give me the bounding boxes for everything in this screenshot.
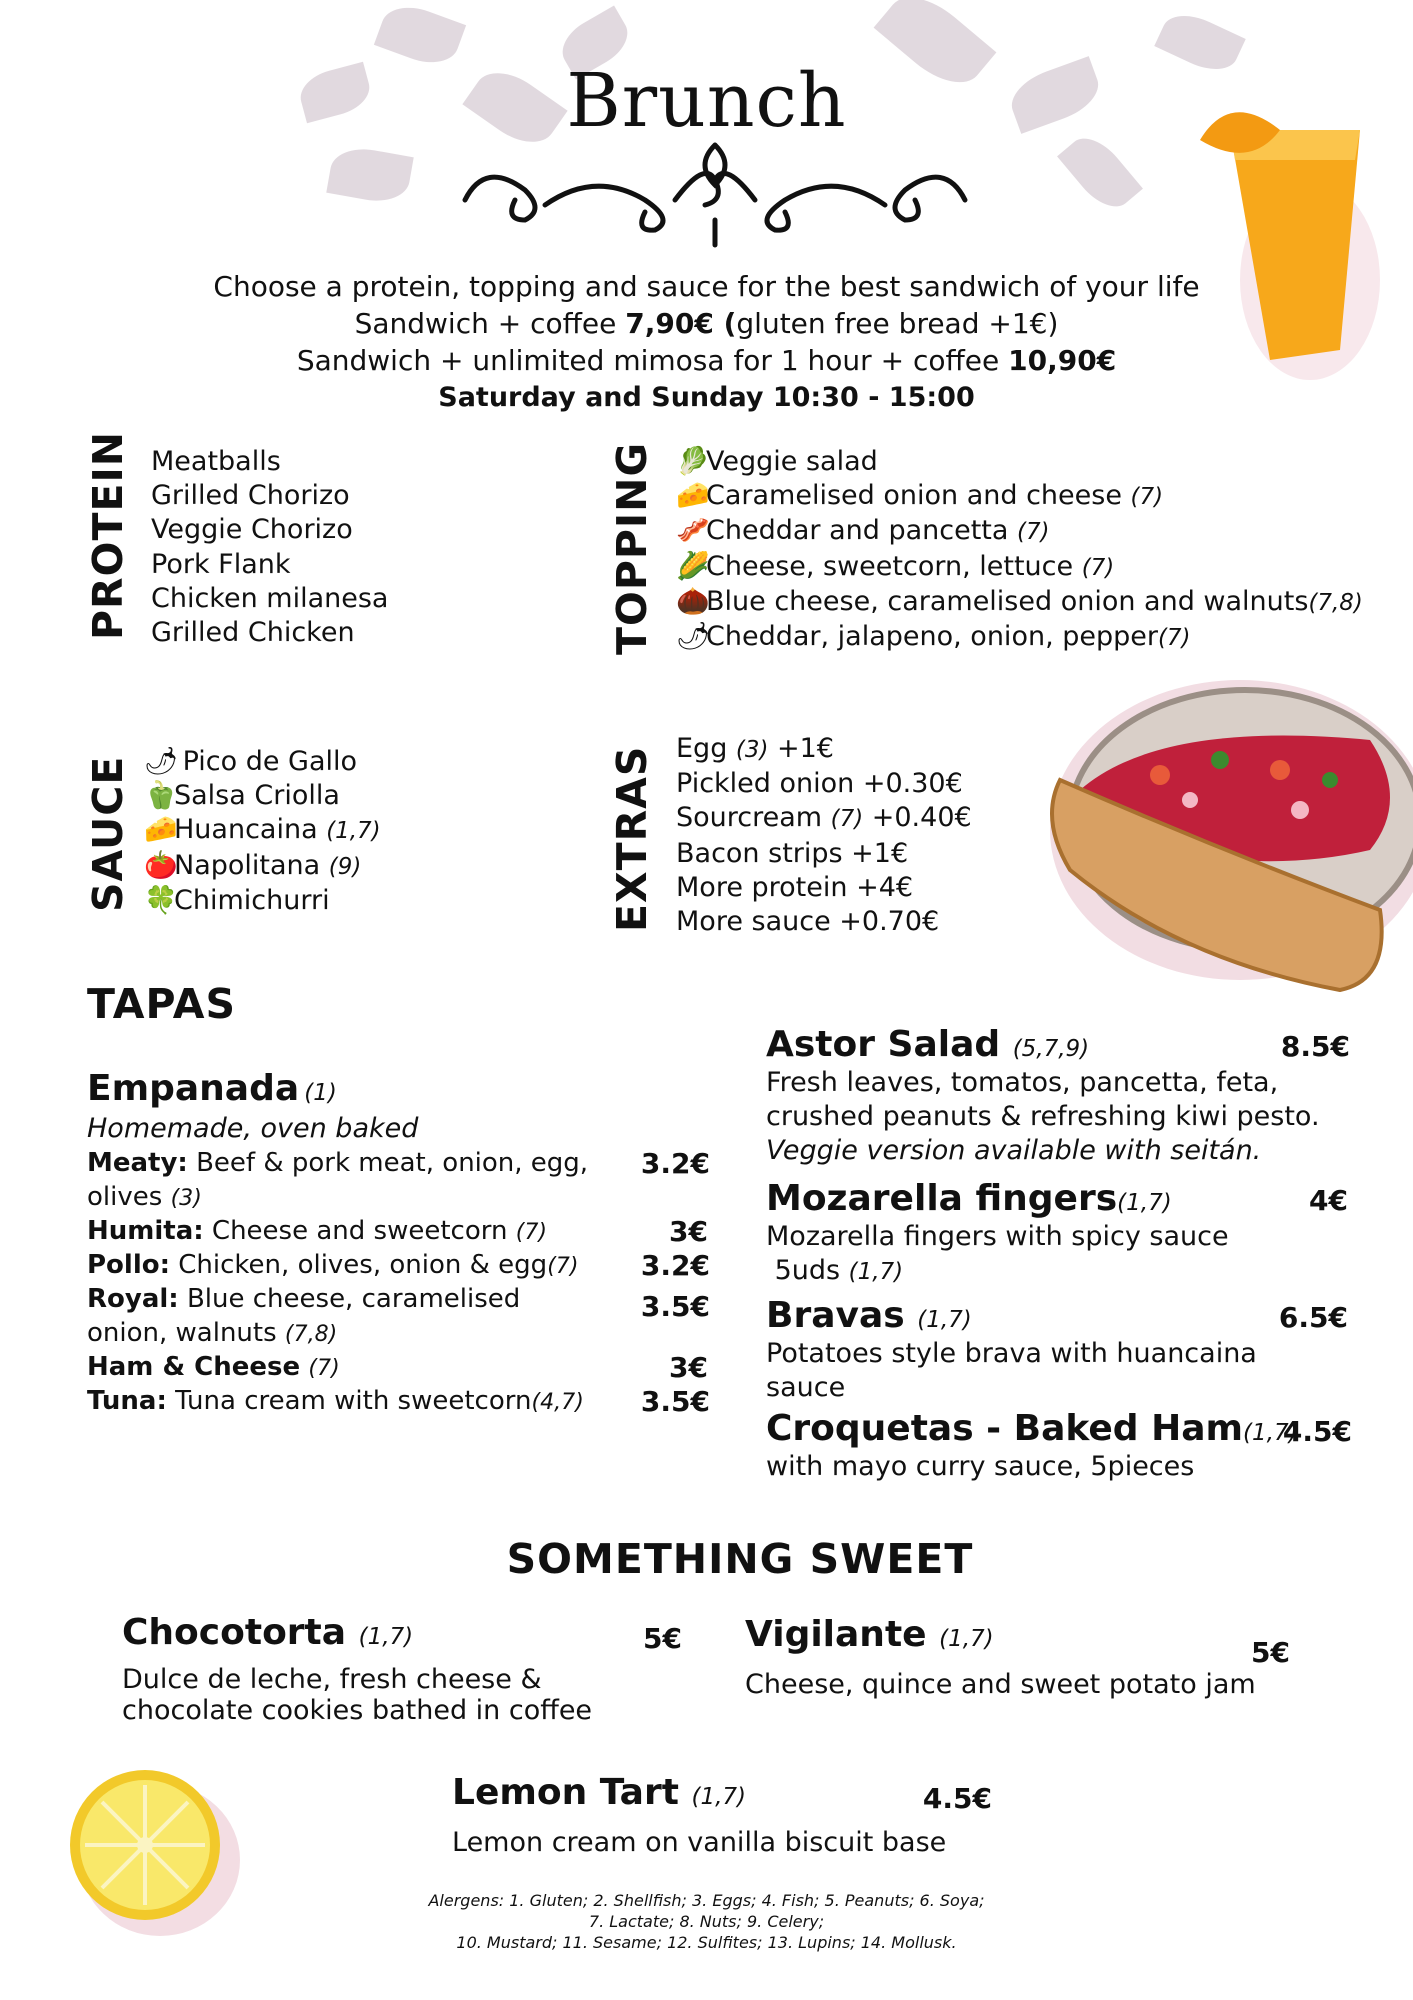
- croquetas-description: with mayo curry sauce, 5pieces: [766, 1451, 1195, 1482]
- sweet-heading: SOMETHING SWEET: [506, 1535, 974, 1583]
- sauce-name: Salsa Criolla: [174, 780, 340, 812]
- topping-name: Cheddar, jalapeno, onion, pepper: [706, 621, 1158, 653]
- description-line: Mozarella fingers with spicy sauce: [766, 1221, 1229, 1252]
- topping-name: Caramelised onion and cheese: [706, 480, 1131, 512]
- hot-pepper-icon: 🌶: [676, 621, 711, 653]
- extra-allergens: (3): [735, 737, 769, 763]
- empanada-subtitle: Homemade, oven baked: [87, 1113, 419, 1144]
- bravas-price: 6.5€: [1278, 1301, 1348, 1334]
- description-allergens: (1,7): [848, 1259, 904, 1285]
- extras-label: EXTRAS: [608, 745, 656, 932]
- menu-title: Brunch: [566, 58, 847, 144]
- allergens-line: Alergens: 1. Gluten; 2. Shellfish; 3. Eggs; 4. Fish; 5. Peanuts; 6. Soya;: [428, 1891, 985, 1910]
- lemon-tart-price: 4.5€: [922, 1782, 992, 1815]
- bravas-allergens: (1,7): [917, 1307, 972, 1333]
- empanada-allergens: (7): [308, 1355, 340, 1381]
- astor-salad-allergens: (5,7,9): [1012, 1036, 1090, 1062]
- empanada-royal-price: 3.5€: [640, 1290, 710, 1323]
- protein-item: Chicken milanesa: [151, 582, 389, 614]
- extras-list: [676, 732, 972, 939]
- cheese-icon: 🧀: [144, 814, 178, 846]
- topping-item: [676, 445, 1363, 479]
- opening-hours: Saturday and Sunday 10:30 - 15:00: [438, 382, 975, 413]
- empanada-text: olives: [87, 1182, 171, 1212]
- vigilante-price: 5€: [1251, 1636, 1290, 1669]
- topping-name: Veggie salad: [706, 446, 878, 477]
- intro-line-2-note: gluten free bread +1€): [736, 307, 1059, 340]
- empanada-text: Chicken, olives, onion & egg: [170, 1250, 548, 1280]
- chocotorta-price: 5€: [643, 1622, 682, 1655]
- extra-name: More protein +4€: [676, 871, 914, 903]
- empanada-text: Blue cheese, caramelised: [178, 1284, 521, 1314]
- topping-allergens: (7,8): [1308, 589, 1363, 616]
- topping-allergens: (7): [1081, 554, 1115, 581]
- extra-price: +1€: [768, 733, 834, 764]
- topping-item: [676, 514, 1363, 549]
- empanada-tuna: [87, 1384, 584, 1419]
- sauce-item: [144, 813, 381, 848]
- topping-name: Blue cheese, caramelised onion and walnuts: [706, 585, 1309, 617]
- empanada-allergens: (7): [515, 1219, 548, 1245]
- empanada-pollo: [87, 1248, 578, 1283]
- topping-allergens: (7): [1017, 519, 1050, 546]
- empanada-meaty-price: 3.2€: [640, 1147, 710, 1180]
- sauce-name: Pico de Gallo: [174, 746, 358, 777]
- topping-item: [676, 620, 1363, 655]
- chocotorta-name: Chocotorta: [122, 1612, 359, 1653]
- empanada-ham-cheese: [87, 1350, 340, 1385]
- empanada-label: Humita:: [87, 1216, 204, 1246]
- empanada-humita-price: 3€: [669, 1215, 708, 1248]
- intro-line-3-price: 10,90€: [1008, 344, 1117, 377]
- extra-name: Sourcream: [676, 802, 831, 834]
- sauce-name: Huancaina: [174, 814, 327, 846]
- clover-icon: 🍀: [144, 884, 178, 916]
- hot-pepper-icon: 🌶: [144, 746, 179, 777]
- sauce-allergens: (1,7): [326, 818, 381, 845]
- vigilante-title: [745, 1614, 994, 1655]
- topping-allergens: (7): [1130, 484, 1164, 511]
- empanada-pollo-price: 3.2€: [640, 1249, 710, 1282]
- topping-name: Cheddar and pancetta: [706, 515, 1018, 547]
- sauce-list: [144, 745, 381, 918]
- description-line: crushed peanuts & refreshing kiwi pesto.: [766, 1101, 1320, 1132]
- allergens-line: 10. Mustard; 11. Sesame; 12. Sulfites; 13. Lupins; 14. Mollusk.: [456, 1933, 957, 1952]
- topping-label: TOPPING: [608, 441, 656, 655]
- lettuce-icon: 🥬: [676, 446, 710, 477]
- intro-line-1: Choose a protein, topping and sauce for the best sandwich of your life: [213, 270, 1200, 303]
- lemon-tart-description: Lemon cream on vanilla biscuit base: [452, 1827, 947, 1858]
- empanada-text: onion, walnuts: [87, 1318, 285, 1348]
- sauce-name: Napolitana: [174, 849, 329, 881]
- protein-list: [151, 445, 388, 650]
- intro-block: [0, 268, 1413, 416]
- extra-price: +0.40€: [863, 802, 972, 834]
- extra-allergens: (7): [830, 806, 864, 833]
- sauce-allergens: (9): [328, 853, 362, 880]
- description-line: Veggie version available with seitán.: [766, 1135, 1262, 1166]
- empanada-label: Ham & Cheese: [87, 1352, 301, 1382]
- protein-label: PROTEIN: [84, 430, 132, 640]
- protein-item: Veggie Chorizo: [151, 514, 353, 546]
- allergens-line: 7. Lactate; 8. Nuts; 9. Celery;: [588, 1912, 825, 1931]
- intro-line-2-price: 7,90€ (: [625, 307, 737, 340]
- empanada-text: Beef & pork meat, onion, egg,: [187, 1148, 589, 1178]
- extra-name: Bacon strips +1€: [676, 837, 909, 869]
- tomato-icon: 🍅: [144, 849, 178, 881]
- mozarella-price: 4€: [1309, 1184, 1348, 1217]
- empanada-royal: [87, 1282, 520, 1351]
- chestnut-icon: 🌰: [676, 585, 710, 617]
- vigilante-allergens: (1,7): [939, 1626, 994, 1652]
- empanada-text: Tuna cream with sweetcorn: [166, 1386, 532, 1416]
- tapas-heading: TAPAS: [87, 980, 237, 1028]
- sandwich-photo: [1040, 680, 1413, 1020]
- topping-item: [676, 585, 1363, 620]
- mozarella-title: [766, 1178, 1172, 1219]
- extra-item: [676, 801, 972, 836]
- sauce-name: Chimichurri: [174, 884, 330, 916]
- intro-line-2-text: Sandwich + coffee: [354, 307, 626, 340]
- astor-salad-title: [766, 1024, 1089, 1065]
- topping-item: [676, 479, 1363, 514]
- empanada-name: Empanada: [87, 1068, 300, 1109]
- description-line: Potatoes style brava with huancaina: [766, 1338, 1257, 1369]
- intro-line-2: [0, 305, 1413, 342]
- vigilante-description: Cheese, quince and sweet potato jam: [745, 1669, 1256, 1700]
- empanada-allergens: (4,7): [531, 1389, 584, 1415]
- bacon-icon: 🥓: [676, 515, 710, 547]
- mozarella-name: Mozarella fingers: [766, 1178, 1118, 1219]
- empanada-ham-cheese-price: 3€: [669, 1351, 708, 1384]
- ornament-flourish: [445, 140, 985, 250]
- extra-item: [676, 871, 972, 905]
- extra-item: [676, 732, 972, 767]
- lemon-tart-title: [452, 1772, 746, 1813]
- protein-item: Grilled Chicken: [151, 617, 355, 649]
- sauce-item: [144, 849, 381, 884]
- chocotorta-allergens: (1,7): [358, 1624, 414, 1650]
- bravas-title: [766, 1295, 972, 1336]
- empanada-label: Pollo:: [87, 1250, 171, 1280]
- bravas-description: [766, 1337, 1257, 1405]
- intro-line-3-text: Sandwich + unlimited mimosa for 1 hour + coffee: [296, 344, 1009, 377]
- extra-name: More sauce +0.70€: [676, 906, 940, 938]
- empanada-allergens: (7): [547, 1253, 579, 1279]
- lemon-tart-allergens: (1,7): [691, 1784, 746, 1810]
- topping-allergens: (7): [1157, 625, 1191, 652]
- extra-item: [676, 905, 972, 939]
- chocotorta-title: [122, 1612, 413, 1653]
- empanada-allergens: (1): [304, 1080, 337, 1106]
- extra-name: Egg: [676, 733, 736, 764]
- extra-item: [676, 767, 972, 801]
- bravas-name: Bravas: [766, 1295, 918, 1336]
- empanada-label: Meaty:: [87, 1148, 188, 1178]
- topping-list: [676, 445, 1363, 655]
- empanada-label: Tuna:: [87, 1386, 167, 1416]
- description-line: Fresh leaves, tomatos, pancetta, feta,: [766, 1067, 1279, 1098]
- empanada-allergens: (7,8): [284, 1321, 338, 1347]
- sauce-item: [144, 779, 381, 813]
- empanada-meaty: [87, 1146, 632, 1215]
- chocotorta-description: [122, 1664, 592, 1726]
- extra-item: [676, 837, 972, 871]
- empanada-title: [87, 1068, 337, 1109]
- croquetas-title: [766, 1408, 1298, 1449]
- description-line: 5uds: [766, 1255, 849, 1286]
- sauce-item: [144, 884, 381, 918]
- empanada-tuna-price: 3.5€: [640, 1385, 710, 1418]
- sauce-label: SAUCE: [84, 755, 132, 912]
- mozarella-allergens: (1,7): [1117, 1190, 1172, 1216]
- empanada-text: Cheese and sweetcorn: [203, 1216, 516, 1246]
- astor-salad-price: 8.5€: [1280, 1030, 1350, 1063]
- description-line: sauce: [766, 1372, 846, 1403]
- intro-line-3: [0, 342, 1413, 379]
- description-line: chocolate cookies bathed in coffee: [122, 1695, 593, 1726]
- croquetas-name: Croquetas - Baked Ham: [766, 1408, 1244, 1449]
- protein-item: Grilled Chorizo: [151, 480, 350, 512]
- empanada-label: Royal:: [87, 1284, 179, 1314]
- lemon-tart-name: Lemon Tart: [452, 1772, 692, 1813]
- croquetas-price: 4.5€: [1282, 1415, 1352, 1448]
- bell-pepper-icon: 🫑: [144, 780, 178, 812]
- protein-item: Pork Flank: [151, 548, 291, 580]
- croquetas-allergens: (1,7): [1243, 1420, 1298, 1446]
- empanada-allergens: (3): [170, 1185, 202, 1211]
- empanada-humita: [87, 1214, 547, 1249]
- astor-salad-description: [766, 1066, 1320, 1168]
- protein-item: Meatballs: [151, 446, 281, 477]
- vigilante-name: Vigilante: [745, 1614, 940, 1655]
- sauce-item: [144, 745, 381, 779]
- mozarella-description: [766, 1220, 1229, 1289]
- cheese-icon: 🧀: [676, 480, 710, 512]
- extra-name: Pickled onion +0.30€: [676, 768, 963, 800]
- allergens-legend: [0, 1890, 1413, 1953]
- astor-salad-name: Astor Salad: [766, 1024, 1013, 1065]
- topping-name: Cheese, sweetcorn, lettuce: [706, 550, 1082, 582]
- corn-icon: 🌽: [676, 550, 710, 582]
- description-line: Dulce de leche, fresh cheese &: [122, 1664, 542, 1695]
- topping-item: [676, 550, 1363, 585]
